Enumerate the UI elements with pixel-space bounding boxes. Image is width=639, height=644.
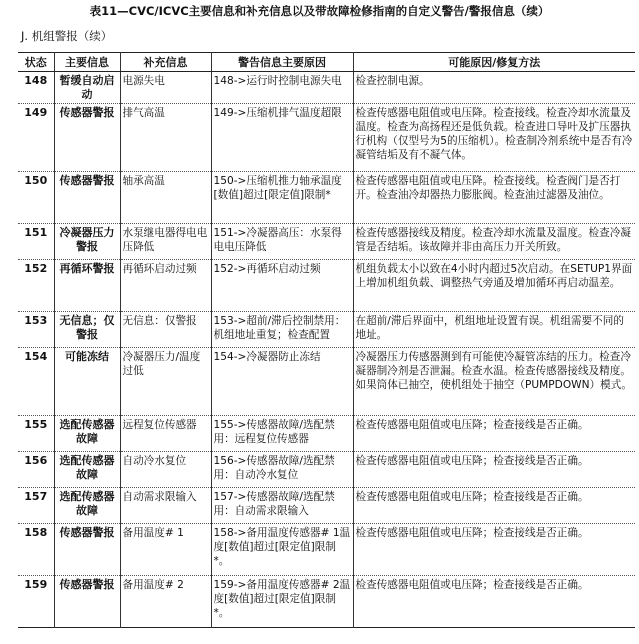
cell-main-info: 无信息；仅警报 bbox=[54, 312, 120, 348]
cell-supp-info: 轴承高温 bbox=[120, 172, 211, 224]
cell-cause: 159->备用温度传感器# 2温度[数值]超过[限定值]限制*。 bbox=[211, 576, 353, 628]
cell-fix: 检查传感器电阻值或电压降；检查接线是否正确。 bbox=[353, 524, 635, 576]
header-fix: 可能原因/修复方法 bbox=[353, 53, 635, 72]
cell-state: 154 bbox=[18, 348, 54, 416]
table-title: 表11—CVC/ICVC主要信息和补充信息以及带故障检修指南的自定义警告/警报信息（续） bbox=[89, 4, 550, 18]
table-row bbox=[18, 416, 635, 452]
header-cause: 警告信息主要原因 bbox=[211, 53, 353, 72]
cell-supp-info: 备用温度# 1 bbox=[120, 524, 211, 576]
cell-fix: 检查传感器电阻值或电压降；检查接线是否正确。 bbox=[353, 576, 635, 628]
cell-state: 156 bbox=[18, 452, 54, 488]
cell-main-info: 选配传感器故障 bbox=[54, 488, 120, 524]
cell-fix: 机组负载太小以致在4小时内超过5次启动。在SETUP1界面上增加机组负载、调整热气旁通及增加循环再启动温差。 bbox=[353, 260, 635, 312]
table-row bbox=[18, 172, 635, 224]
section-heading: J. 机组警报（续） bbox=[21, 29, 113, 43]
table-row bbox=[18, 488, 635, 524]
cell-state: 150 bbox=[18, 172, 54, 224]
cell-fix: 检查传感器接线及精度。检查冷却水流量及温度。检查冷凝管是否结垢。该故障并非由高压力开关所致。 bbox=[353, 224, 635, 260]
cell-supp-info: 电源失电 bbox=[120, 72, 211, 104]
table-row bbox=[18, 104, 635, 172]
cell-cause: 151->冷凝器高压：水泵得电电压降低 bbox=[211, 224, 353, 260]
cell-main-info: 传感器警报 bbox=[54, 104, 120, 172]
cell-fix: 检查传感器电阻值或电压降；检查接线是否正确。 bbox=[353, 452, 635, 488]
cell-fix: 检查控制电源。 bbox=[353, 72, 635, 104]
cell-cause: 153->超前/滞后控制禁用：机组地址重复；检查配置 bbox=[211, 312, 353, 348]
cell-supp-info: 无信息：仅警报 bbox=[120, 312, 211, 348]
cell-fix: 检查传感器电阻值或电压降；检查接线是否正确。 bbox=[353, 416, 635, 452]
table-row bbox=[18, 576, 635, 628]
cell-supp-info: 再循环启动过频 bbox=[120, 260, 211, 312]
cell-fix: 在超前/滞后界面中，机组地址设置有误。机组需要不同的地址。 bbox=[353, 312, 635, 348]
cell-cause: 158->备用温度传感器# 1温度[数值]超过[限定值]限制*。 bbox=[211, 524, 353, 576]
cell-state: 159 bbox=[24, 578, 48, 591]
cell-main-info: 传感器警报 bbox=[54, 576, 120, 628]
cell-state: 153 bbox=[18, 312, 54, 348]
cell-supp-info: 排气高温 bbox=[120, 104, 211, 172]
cell-main-info: 暂缓自动启动 bbox=[54, 72, 120, 104]
cell-cause: 148->运行时控制电源失电 bbox=[211, 72, 353, 104]
cell-supp-info: 冷凝器压力/温度过低 bbox=[120, 348, 211, 416]
cell-supp-info: 自动需求限输入 bbox=[120, 488, 211, 524]
cell-state: 149 bbox=[18, 104, 54, 172]
table-row bbox=[18, 224, 635, 260]
cell-cause: 155->传感器故障/选配禁用：远程复位传感器 bbox=[211, 416, 353, 452]
cell-cause: 157->传感器故障/选配禁用：自动需求限输入 bbox=[211, 488, 353, 524]
cell-main-info: 传感器警报 bbox=[54, 172, 120, 224]
cell-cause: 154->冷凝器防止冻结 bbox=[211, 348, 353, 416]
cell-supp-info: 水泵继电器得电电压降低 bbox=[120, 224, 211, 260]
table-row bbox=[18, 312, 635, 348]
cell-state: 151 bbox=[18, 224, 54, 260]
cell-supp-info: 自动冷水复位 bbox=[120, 452, 211, 488]
cell-state: 148 bbox=[18, 72, 54, 104]
cell-main-info: 传感器警报 bbox=[54, 524, 120, 576]
cell-fix: 冷凝器压力传感器测到有可能使冷凝管冻结的压力。检查冷凝器制冷剂是否泄漏。检查水温。检查传感器接线及精度。如果筒体已抽空，使机组处于抽空（PUMPDOWN）模式。 bbox=[353, 348, 635, 416]
cell-main-info: 选配传感器故障 bbox=[54, 452, 120, 488]
table-header-row bbox=[18, 53, 635, 72]
cell-state: 155 bbox=[18, 416, 54, 452]
cell-main-info: 冷凝器压力警报 bbox=[54, 224, 120, 260]
cell-fix: 检查传感器电阻值或电压降。检查接线。检查冷却水流量及温度。检查为高扬程还是低负载。检查进口导叶及扩压器执行机构（仅型号为5的压缩机）。检查制冷剂系统中是否有冷凝管结垢及有不凝气体。 bbox=[353, 104, 635, 172]
cell-supp-info: 远程复位传感器 bbox=[120, 416, 211, 452]
cell-cause: 150->压缩机推力轴承温度[数值]超过[限定值]限制* bbox=[211, 172, 353, 224]
cell-fix: 检查传感器电阻值或电压降。检查接线。检查阀门是否打开。检查油冷却器热力膨胀阀。检查油过滤器及油位。 bbox=[353, 172, 635, 224]
cell-fix: 检查传感器电阻值或电压降；检查接线是否正确。 bbox=[353, 488, 635, 524]
cell-state: 152 bbox=[18, 260, 54, 312]
cell-cause: 152->再循环启动过频 bbox=[211, 260, 353, 312]
header-state: 状态 bbox=[18, 53, 54, 72]
cell-state: 158 bbox=[18, 524, 54, 576]
cell-main-info: 再循环警报 bbox=[54, 260, 120, 312]
header-main-info: 主要信息 bbox=[54, 53, 120, 72]
cell-cause: 156->传感器故障/选配禁用：自动冷水复位 bbox=[211, 452, 353, 488]
table-row bbox=[18, 72, 635, 104]
cell-state: 157 bbox=[18, 488, 54, 524]
header-supp-info: 补充信息 bbox=[120, 53, 211, 72]
alarm-table bbox=[18, 52, 635, 628]
cell-supp-info: 备用温度# 2 bbox=[120, 576, 211, 628]
cell-main-info: 可能冻结 bbox=[54, 348, 120, 416]
table-row bbox=[18, 452, 635, 488]
cell-cause: 149->压缩机排气温度超限 bbox=[211, 104, 353, 172]
table-row bbox=[18, 348, 635, 416]
table-row bbox=[18, 524, 635, 576]
cell-main-info: 选配传感器故障 bbox=[54, 416, 120, 452]
table-row bbox=[18, 260, 635, 312]
